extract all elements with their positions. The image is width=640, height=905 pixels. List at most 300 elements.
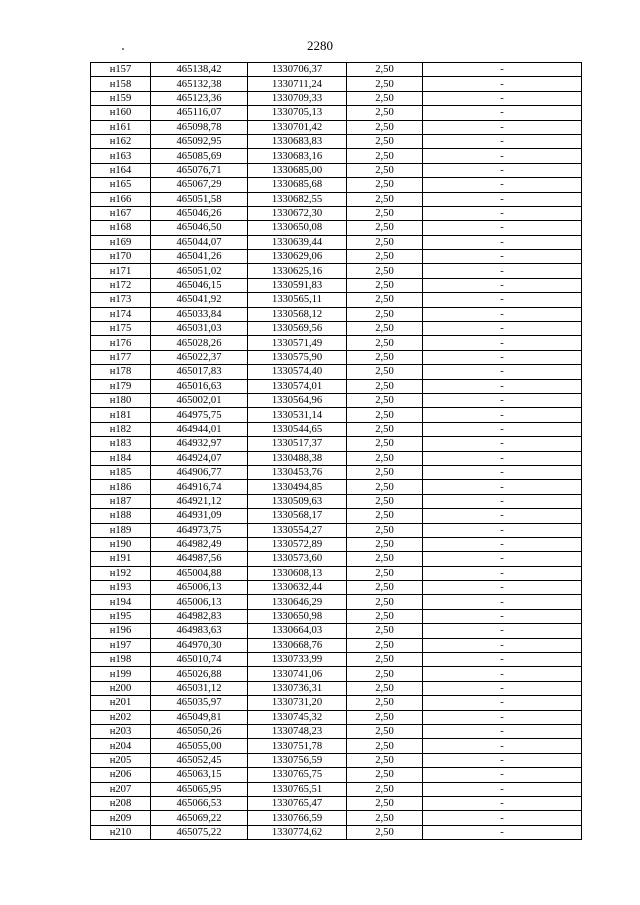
table-row bbox=[91, 307, 582, 321]
table-row bbox=[91, 422, 582, 436]
y-coordinate-cell: 1330565,11 bbox=[248, 293, 347, 307]
x-coordinate-cell: 465063,15 bbox=[151, 768, 248, 782]
y-coordinate-cell: 1330554,27 bbox=[248, 523, 347, 537]
point-id-cell: н159 bbox=[91, 91, 151, 105]
note-cell: - bbox=[423, 250, 582, 264]
point-id-cell: н157 bbox=[91, 63, 151, 77]
table-row bbox=[91, 206, 582, 220]
y-coordinate-cell: 1330765,47 bbox=[248, 796, 347, 810]
y-coordinate-cell: 1330701,42 bbox=[248, 120, 347, 134]
table-row bbox=[91, 739, 582, 753]
table-row bbox=[91, 624, 582, 638]
y-coordinate-cell: 1330531,14 bbox=[248, 408, 347, 422]
x-coordinate-cell: 465044,07 bbox=[151, 235, 248, 249]
y-coordinate-cell: 1330494,85 bbox=[248, 480, 347, 494]
point-id-cell: н201 bbox=[91, 696, 151, 710]
x-coordinate-cell: 465066,53 bbox=[151, 796, 248, 810]
note-cell: - bbox=[423, 624, 582, 638]
x-coordinate-cell: 464983,63 bbox=[151, 624, 248, 638]
table-row bbox=[91, 250, 582, 264]
table-row bbox=[91, 63, 582, 77]
x-coordinate-cell: 465067,29 bbox=[151, 178, 248, 192]
table-row bbox=[91, 149, 582, 163]
note-cell: - bbox=[423, 437, 582, 451]
x-coordinate-cell: 464982,49 bbox=[151, 537, 248, 551]
table-row bbox=[91, 581, 582, 595]
note-cell: - bbox=[423, 192, 582, 206]
point-id-cell: н199 bbox=[91, 667, 151, 681]
point-id-cell: н197 bbox=[91, 638, 151, 652]
note-cell: - bbox=[423, 264, 582, 278]
note-cell: - bbox=[423, 724, 582, 738]
point-id-cell: н190 bbox=[91, 537, 151, 551]
accuracy-cell: 2,50 bbox=[347, 768, 423, 782]
point-id-cell: н167 bbox=[91, 206, 151, 220]
coordinates-table-body bbox=[91, 63, 582, 840]
note-cell: - bbox=[423, 278, 582, 292]
note-cell: - bbox=[423, 235, 582, 249]
y-coordinate-cell: 1330685,00 bbox=[248, 163, 347, 177]
x-coordinate-cell: 464975,75 bbox=[151, 408, 248, 422]
x-coordinate-cell: 465092,95 bbox=[151, 134, 248, 148]
note-cell: - bbox=[423, 739, 582, 753]
y-coordinate-cell: 1330650,98 bbox=[248, 609, 347, 623]
accuracy-cell: 2,50 bbox=[347, 595, 423, 609]
y-coordinate-cell: 1330766,59 bbox=[248, 811, 347, 825]
coordinates-table bbox=[90, 62, 582, 840]
accuracy-cell: 2,50 bbox=[347, 710, 423, 724]
x-coordinate-cell: 465050,26 bbox=[151, 724, 248, 738]
y-coordinate-cell: 1330765,51 bbox=[248, 782, 347, 796]
accuracy-cell: 2,50 bbox=[347, 437, 423, 451]
y-coordinate-cell: 1330650,08 bbox=[248, 221, 347, 235]
point-id-cell: н165 bbox=[91, 178, 151, 192]
point-id-cell: н162 bbox=[91, 134, 151, 148]
point-id-cell: н174 bbox=[91, 307, 151, 321]
y-coordinate-cell: 1330672,30 bbox=[248, 206, 347, 220]
y-coordinate-cell: 1330683,83 bbox=[248, 134, 347, 148]
point-id-cell: н198 bbox=[91, 653, 151, 667]
table-row bbox=[91, 796, 582, 810]
accuracy-cell: 2,50 bbox=[347, 537, 423, 551]
note-cell: - bbox=[423, 509, 582, 523]
x-coordinate-cell: 464982,83 bbox=[151, 609, 248, 623]
note-cell: - bbox=[423, 681, 582, 695]
table-row bbox=[91, 782, 582, 796]
note-cell: - bbox=[423, 782, 582, 796]
point-id-cell: н161 bbox=[91, 120, 151, 134]
point-id-cell: н183 bbox=[91, 437, 151, 451]
x-coordinate-cell: 465016,63 bbox=[151, 379, 248, 393]
note-cell: - bbox=[423, 163, 582, 177]
x-coordinate-cell: 464987,56 bbox=[151, 552, 248, 566]
x-coordinate-cell: 464916,74 bbox=[151, 480, 248, 494]
note-cell: - bbox=[423, 465, 582, 479]
table-row bbox=[91, 134, 582, 148]
x-coordinate-cell: 465116,07 bbox=[151, 106, 248, 120]
y-coordinate-cell: 1330608,13 bbox=[248, 566, 347, 580]
accuracy-cell: 2,50 bbox=[347, 494, 423, 508]
point-id-cell: н184 bbox=[91, 451, 151, 465]
x-coordinate-cell: 465055,00 bbox=[151, 739, 248, 753]
accuracy-cell: 2,50 bbox=[347, 609, 423, 623]
y-coordinate-cell: 1330564,96 bbox=[248, 393, 347, 407]
accuracy-cell: 2,50 bbox=[347, 393, 423, 407]
table-row bbox=[91, 638, 582, 652]
accuracy-cell: 2,50 bbox=[347, 509, 423, 523]
x-coordinate-cell: 465006,13 bbox=[151, 595, 248, 609]
accuracy-cell: 2,50 bbox=[347, 221, 423, 235]
accuracy-cell: 2,50 bbox=[347, 451, 423, 465]
accuracy-cell: 2,50 bbox=[347, 408, 423, 422]
accuracy-cell: 2,50 bbox=[347, 322, 423, 336]
table-row bbox=[91, 379, 582, 393]
table-row bbox=[91, 667, 582, 681]
x-coordinate-cell: 465002,01 bbox=[151, 393, 248, 407]
x-coordinate-cell: 464973,75 bbox=[151, 523, 248, 537]
point-id-cell: н166 bbox=[91, 192, 151, 206]
y-coordinate-cell: 1330569,56 bbox=[248, 322, 347, 336]
y-coordinate-cell: 1330736,31 bbox=[248, 681, 347, 695]
note-cell: - bbox=[423, 350, 582, 364]
note-cell: - bbox=[423, 134, 582, 148]
accuracy-cell: 2,50 bbox=[347, 134, 423, 148]
x-coordinate-cell: 465041,92 bbox=[151, 293, 248, 307]
note-cell: - bbox=[423, 393, 582, 407]
y-coordinate-cell: 1330748,23 bbox=[248, 724, 347, 738]
y-coordinate-cell: 1330632,44 bbox=[248, 581, 347, 595]
table-row bbox=[91, 437, 582, 451]
point-id-cell: н210 bbox=[91, 825, 151, 839]
note-cell: - bbox=[423, 91, 582, 105]
accuracy-cell: 2,50 bbox=[347, 681, 423, 695]
table-row bbox=[91, 523, 582, 537]
table-row bbox=[91, 408, 582, 422]
accuracy-cell: 2,50 bbox=[347, 178, 423, 192]
x-coordinate-cell: 464906,77 bbox=[151, 465, 248, 479]
y-coordinate-cell: 1330745,32 bbox=[248, 710, 347, 724]
point-id-cell: н178 bbox=[91, 365, 151, 379]
y-coordinate-cell: 1330639,44 bbox=[248, 235, 347, 249]
note-cell: - bbox=[423, 379, 582, 393]
note-cell: - bbox=[423, 537, 582, 551]
x-coordinate-cell: 465051,02 bbox=[151, 264, 248, 278]
table-row bbox=[91, 77, 582, 91]
table-row bbox=[91, 192, 582, 206]
x-coordinate-cell: 465022,37 bbox=[151, 350, 248, 364]
accuracy-cell: 2,50 bbox=[347, 739, 423, 753]
note-cell: - bbox=[423, 753, 582, 767]
point-id-cell: н207 bbox=[91, 782, 151, 796]
y-coordinate-cell: 1330751,78 bbox=[248, 739, 347, 753]
y-coordinate-cell: 1330711,24 bbox=[248, 77, 347, 91]
x-coordinate-cell: 465069,22 bbox=[151, 811, 248, 825]
table-row bbox=[91, 120, 582, 134]
accuracy-cell: 2,50 bbox=[347, 753, 423, 767]
x-coordinate-cell: 465041,26 bbox=[151, 250, 248, 264]
note-cell: - bbox=[423, 552, 582, 566]
point-id-cell: н202 bbox=[91, 710, 151, 724]
point-id-cell: н187 bbox=[91, 494, 151, 508]
y-coordinate-cell: 1330756,59 bbox=[248, 753, 347, 767]
accuracy-cell: 2,50 bbox=[347, 465, 423, 479]
note-cell: - bbox=[423, 149, 582, 163]
table-row bbox=[91, 480, 582, 494]
point-id-cell: н188 bbox=[91, 509, 151, 523]
note-cell: - bbox=[423, 523, 582, 537]
note-cell: - bbox=[423, 825, 582, 839]
note-cell: - bbox=[423, 365, 582, 379]
accuracy-cell: 2,50 bbox=[347, 552, 423, 566]
note-cell: - bbox=[423, 178, 582, 192]
note-cell: - bbox=[423, 480, 582, 494]
note-cell: - bbox=[423, 120, 582, 134]
note-cell: - bbox=[423, 768, 582, 782]
note-cell: - bbox=[423, 710, 582, 724]
note-cell: - bbox=[423, 336, 582, 350]
table-row bbox=[91, 264, 582, 278]
point-id-cell: н177 bbox=[91, 350, 151, 364]
note-cell: - bbox=[423, 422, 582, 436]
x-coordinate-cell: 465132,38 bbox=[151, 77, 248, 91]
accuracy-cell: 2,50 bbox=[347, 250, 423, 264]
note-cell: - bbox=[423, 77, 582, 91]
table-row bbox=[91, 278, 582, 292]
note-cell: - bbox=[423, 293, 582, 307]
x-coordinate-cell: 465031,12 bbox=[151, 681, 248, 695]
note-cell: - bbox=[423, 653, 582, 667]
accuracy-cell: 2,50 bbox=[347, 480, 423, 494]
table-row bbox=[91, 595, 582, 609]
y-coordinate-cell: 1330591,83 bbox=[248, 278, 347, 292]
table-row bbox=[91, 293, 582, 307]
x-coordinate-cell: 465098,78 bbox=[151, 120, 248, 134]
point-id-cell: н163 bbox=[91, 149, 151, 163]
y-coordinate-cell: 1330625,16 bbox=[248, 264, 347, 278]
accuracy-cell: 2,50 bbox=[347, 638, 423, 652]
note-cell: - bbox=[423, 307, 582, 321]
table-row bbox=[91, 537, 582, 551]
point-id-cell: н196 bbox=[91, 624, 151, 638]
x-coordinate-cell: 465010,74 bbox=[151, 653, 248, 667]
x-coordinate-cell: 464970,30 bbox=[151, 638, 248, 652]
y-coordinate-cell: 1330574,40 bbox=[248, 365, 347, 379]
note-cell: - bbox=[423, 451, 582, 465]
x-coordinate-cell: 465085,69 bbox=[151, 149, 248, 163]
x-coordinate-cell: 465138,42 bbox=[151, 63, 248, 77]
note-cell: - bbox=[423, 581, 582, 595]
x-coordinate-cell: 464921,12 bbox=[151, 494, 248, 508]
accuracy-cell: 2,50 bbox=[347, 523, 423, 537]
point-id-cell: н173 bbox=[91, 293, 151, 307]
table-row bbox=[91, 336, 582, 350]
table-row bbox=[91, 811, 582, 825]
point-id-cell: н205 bbox=[91, 753, 151, 767]
x-coordinate-cell: 465046,26 bbox=[151, 206, 248, 220]
table-row bbox=[91, 393, 582, 407]
accuracy-cell: 2,50 bbox=[347, 206, 423, 220]
y-coordinate-cell: 1330731,20 bbox=[248, 696, 347, 710]
point-id-cell: н208 bbox=[91, 796, 151, 810]
y-coordinate-cell: 1330685,68 bbox=[248, 178, 347, 192]
table-row bbox=[91, 91, 582, 105]
accuracy-cell: 2,50 bbox=[347, 696, 423, 710]
accuracy-cell: 2,50 bbox=[347, 293, 423, 307]
x-coordinate-cell: 465006,13 bbox=[151, 581, 248, 595]
x-coordinate-cell: 465028,26 bbox=[151, 336, 248, 350]
point-id-cell: н191 bbox=[91, 552, 151, 566]
point-id-cell: н169 bbox=[91, 235, 151, 249]
scan-speck bbox=[122, 48, 124, 50]
x-coordinate-cell: 465004,88 bbox=[151, 566, 248, 580]
table-row bbox=[91, 509, 582, 523]
table-row bbox=[91, 724, 582, 738]
accuracy-cell: 2,50 bbox=[347, 624, 423, 638]
point-id-cell: н203 bbox=[91, 724, 151, 738]
y-coordinate-cell: 1330683,16 bbox=[248, 149, 347, 163]
x-coordinate-cell: 465046,50 bbox=[151, 221, 248, 235]
accuracy-cell: 2,50 bbox=[347, 581, 423, 595]
y-coordinate-cell: 1330629,06 bbox=[248, 250, 347, 264]
table-row bbox=[91, 451, 582, 465]
table-row bbox=[91, 178, 582, 192]
table-row bbox=[91, 465, 582, 479]
accuracy-cell: 2,50 bbox=[347, 120, 423, 134]
accuracy-cell: 2,50 bbox=[347, 192, 423, 206]
accuracy-cell: 2,50 bbox=[347, 350, 423, 364]
table-row bbox=[91, 768, 582, 782]
note-cell: - bbox=[423, 609, 582, 623]
note-cell: - bbox=[423, 206, 582, 220]
y-coordinate-cell: 1330709,33 bbox=[248, 91, 347, 105]
x-coordinate-cell: 464924,07 bbox=[151, 451, 248, 465]
y-coordinate-cell: 1330575,90 bbox=[248, 350, 347, 364]
accuracy-cell: 2,50 bbox=[347, 91, 423, 105]
point-id-cell: н164 bbox=[91, 163, 151, 177]
point-id-cell: н204 bbox=[91, 739, 151, 753]
table-row bbox=[91, 365, 582, 379]
accuracy-cell: 2,50 bbox=[347, 653, 423, 667]
y-coordinate-cell: 1330568,12 bbox=[248, 307, 347, 321]
accuracy-cell: 2,50 bbox=[347, 163, 423, 177]
note-cell: - bbox=[423, 63, 582, 77]
table-row bbox=[91, 235, 582, 249]
note-cell: - bbox=[423, 106, 582, 120]
note-cell: - bbox=[423, 322, 582, 336]
x-coordinate-cell: 465017,83 bbox=[151, 365, 248, 379]
y-coordinate-cell: 1330509,63 bbox=[248, 494, 347, 508]
note-cell: - bbox=[423, 494, 582, 508]
x-coordinate-cell: 465033,84 bbox=[151, 307, 248, 321]
point-id-cell: н200 bbox=[91, 681, 151, 695]
y-coordinate-cell: 1330765,75 bbox=[248, 768, 347, 782]
accuracy-cell: 2,50 bbox=[347, 667, 423, 681]
note-cell: - bbox=[423, 667, 582, 681]
point-id-cell: н206 bbox=[91, 768, 151, 782]
point-id-cell: н193 bbox=[91, 581, 151, 595]
point-id-cell: н172 bbox=[91, 278, 151, 292]
x-coordinate-cell: 465123,36 bbox=[151, 91, 248, 105]
accuracy-cell: 2,50 bbox=[347, 149, 423, 163]
point-id-cell: н209 bbox=[91, 811, 151, 825]
x-coordinate-cell: 465065,95 bbox=[151, 782, 248, 796]
x-coordinate-cell: 465031,03 bbox=[151, 322, 248, 336]
x-coordinate-cell: 465049,81 bbox=[151, 710, 248, 724]
x-coordinate-cell: 464932,97 bbox=[151, 437, 248, 451]
table-row bbox=[91, 609, 582, 623]
accuracy-cell: 2,50 bbox=[347, 422, 423, 436]
y-coordinate-cell: 1330572,89 bbox=[248, 537, 347, 551]
table-row bbox=[91, 163, 582, 177]
x-coordinate-cell: 465035,97 bbox=[151, 696, 248, 710]
table-row bbox=[91, 350, 582, 364]
table-row bbox=[91, 322, 582, 336]
x-coordinate-cell: 465076,71 bbox=[151, 163, 248, 177]
note-cell: - bbox=[423, 696, 582, 710]
accuracy-cell: 2,50 bbox=[347, 796, 423, 810]
point-id-cell: н171 bbox=[91, 264, 151, 278]
accuracy-cell: 2,50 bbox=[347, 63, 423, 77]
y-coordinate-cell: 1330741,06 bbox=[248, 667, 347, 681]
accuracy-cell: 2,50 bbox=[347, 825, 423, 839]
table-row bbox=[91, 753, 582, 767]
y-coordinate-cell: 1330544,65 bbox=[248, 422, 347, 436]
table-row bbox=[91, 653, 582, 667]
y-coordinate-cell: 1330733,99 bbox=[248, 653, 347, 667]
accuracy-cell: 2,50 bbox=[347, 365, 423, 379]
table-row bbox=[91, 710, 582, 724]
y-coordinate-cell: 1330571,49 bbox=[248, 336, 347, 350]
note-cell: - bbox=[423, 566, 582, 580]
point-id-cell: н189 bbox=[91, 523, 151, 537]
y-coordinate-cell: 1330646,29 bbox=[248, 595, 347, 609]
y-coordinate-cell: 1330517,37 bbox=[248, 437, 347, 451]
y-coordinate-cell: 1330705,13 bbox=[248, 106, 347, 120]
point-id-cell: н175 bbox=[91, 322, 151, 336]
table-row bbox=[91, 566, 582, 580]
note-cell: - bbox=[423, 796, 582, 810]
note-cell: - bbox=[423, 595, 582, 609]
point-id-cell: н179 bbox=[91, 379, 151, 393]
y-coordinate-cell: 1330664,03 bbox=[248, 624, 347, 638]
table-row bbox=[91, 494, 582, 508]
point-id-cell: н180 bbox=[91, 393, 151, 407]
point-id-cell: н194 bbox=[91, 595, 151, 609]
y-coordinate-cell: 1330488,38 bbox=[248, 451, 347, 465]
accuracy-cell: 2,50 bbox=[347, 811, 423, 825]
point-id-cell: н168 bbox=[91, 221, 151, 235]
accuracy-cell: 2,50 bbox=[347, 77, 423, 91]
y-coordinate-cell: 1330682,55 bbox=[248, 192, 347, 206]
y-coordinate-cell: 1330774,62 bbox=[248, 825, 347, 839]
note-cell: - bbox=[423, 221, 582, 235]
point-id-cell: н160 bbox=[91, 106, 151, 120]
accuracy-cell: 2,50 bbox=[347, 307, 423, 321]
accuracy-cell: 2,50 bbox=[347, 724, 423, 738]
x-coordinate-cell: 465075,22 bbox=[151, 825, 248, 839]
table-row bbox=[91, 696, 582, 710]
table-row bbox=[91, 825, 582, 839]
y-coordinate-cell: 1330706,37 bbox=[248, 63, 347, 77]
x-coordinate-cell: 465051,58 bbox=[151, 192, 248, 206]
accuracy-cell: 2,50 bbox=[347, 566, 423, 580]
accuracy-cell: 2,50 bbox=[347, 264, 423, 278]
accuracy-cell: 2,50 bbox=[347, 106, 423, 120]
accuracy-cell: 2,50 bbox=[347, 278, 423, 292]
point-id-cell: н185 bbox=[91, 465, 151, 479]
note-cell: - bbox=[423, 408, 582, 422]
point-id-cell: н186 bbox=[91, 480, 151, 494]
